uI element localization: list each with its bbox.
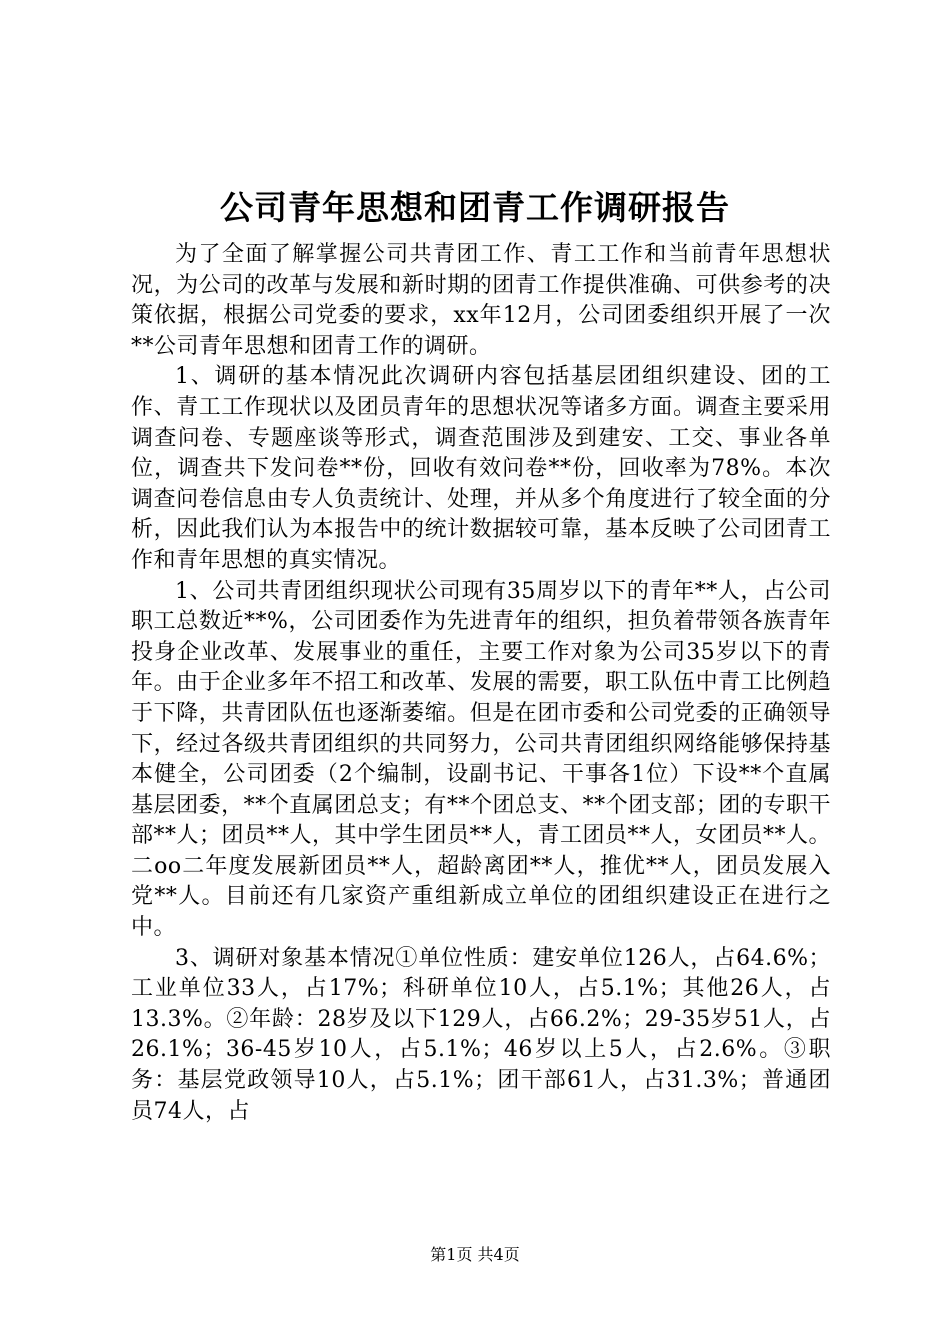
paragraph-organization-status: 1、公司共青团组织现状公司现有35周岁以下的青年**人，占公司职工总数近**%，公司团委作为先进青年的组织，担负着带领各族青年投身企业改革、发展事业的重任，主要工作对象为公司35岁以下的青年。由于企业多年不招工和改革、发展的需要，职工队伍中青工比例趋于下降，共青团队伍也逐渐萎缩。但是在团市委和公司党委的正确领导下，经过各级共青团组织的共同努力，公司共青团组织网络能够保持基本健全，公司团委（2个编制，设副书记、干事各1位）下设**个直属基层团委，**个直属团总支；有**个团总支、**个团支部；团的专职干部**人；团员**人，其中学生团员**人，青工团员**人，女团员**人。二oo二年度发展新团员**人，超龄离团**人，推优**人，团员发展入党**人。目前还有几家资产重组新成立单位的团组织建设正在进行之中。 bbox=[131, 578, 832, 941]
paragraph-intro: 为了全面了解掌握公司共青团工作、青工工作和当前青年思想状况，为公司的改革与发展和新时期的团青工作提供准确、可供参考的决策依据，根据公司党委的要求，xx年12月，公司团委组织开展了一次**公司青年思想和团青工作的调研。 bbox=[131, 242, 831, 359]
document-body bbox=[131, 240, 831, 1127]
paragraph-survey-overview: 1、调研的基本情况此次调研内容包括基层团组织建设、团的工作、青工工作现状以及团员青年的思想状况等诸多方面。调查主要采用调查问卷、专题座谈等形式，调查范围涉及到建安、工交、事业各单位，调查共下发问卷**份，回收有效问卷**份，回收率为78%。本次调查问卷信息由专人负责统计、处理，并从多个角度进行了较全面的分析，因此我们认为本报告中的统计数据较可靠，基本反映了公司团青工作和青年思想的真实情况。 bbox=[131, 364, 831, 573]
document-title: 公司青年思想和团青工作调研报告 bbox=[220, 188, 730, 227]
paragraph-respondent-profile: 3、调研对象基本情况①单位性质：建安单位126人，占64.6%；工业单位33人，占17%；科研单位10人，占5.1%；其他26人，占13.3%。②年龄：28岁及以下129人，占66.2%；29-35岁51人，占26.1%；36-45岁10人，占5.1%；46岁以上5人，占2.6%。③职务：基层党政领导10人，占5.1%；团干部61人，占31.3%；普通团员74人，占 bbox=[131, 945, 831, 1124]
page-number: 第1页 共4页 bbox=[430, 1245, 520, 1264]
